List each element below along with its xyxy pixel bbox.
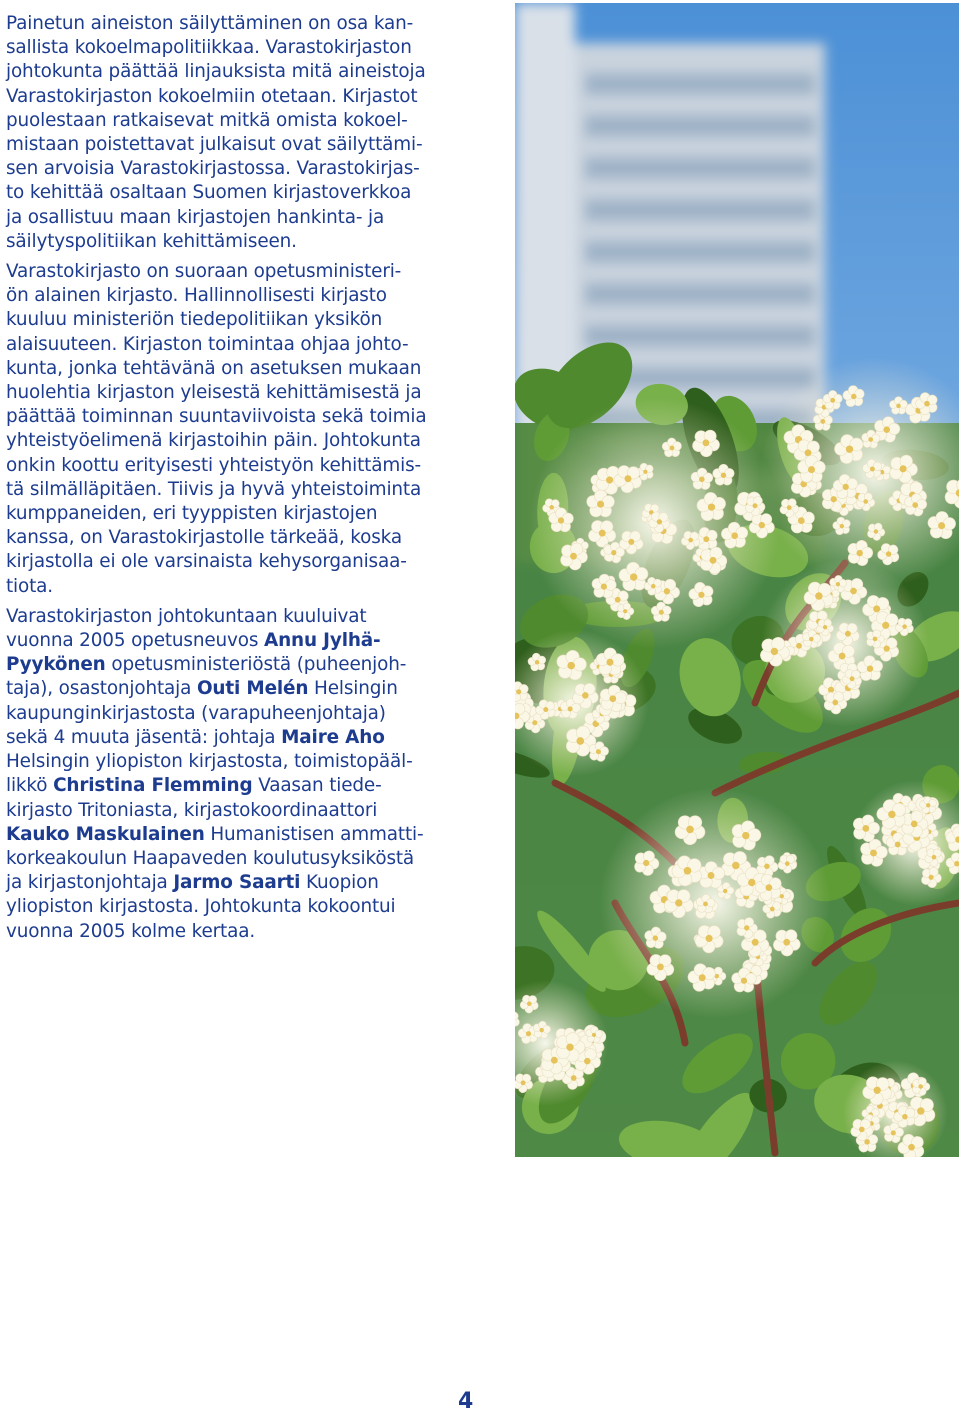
text-segment: Varastokirjaston kokoelmiin otetaan. Kirjastot (6, 85, 418, 107)
text-line (6, 774, 438, 798)
text-segment: Painetun aineiston säilyttäminen on osa kan- (6, 13, 414, 34)
paragraph (6, 260, 438, 599)
text-line (6, 284, 438, 308)
petal (576, 726, 590, 740)
building-window-row (585, 73, 815, 95)
text-line (6, 206, 438, 230)
petal (566, 1033, 579, 1046)
text-segment: kanssa, on Varastokirjastolle tärkeää, koska (6, 527, 402, 549)
text-segment: vuonna 2005 opetusneuvos (6, 630, 264, 652)
text-line (6, 726, 438, 750)
person-name: Annu Jylhä- (264, 630, 381, 652)
text-segment: onkin koottu erityisesti yhteistyön kehittämis- (6, 454, 421, 476)
text-line (6, 526, 438, 550)
text-segment: kaupunginkirjastosta (varapuheenjohtaja) (6, 702, 386, 724)
text-line (6, 230, 438, 254)
text-segment: to kehittää osaltaan Suomen kirjastoverkkoa (6, 182, 412, 204)
text-segment: sen arvoisia Varastokirjastossa. Varastokirjas- (6, 158, 420, 180)
page-number: 4 (458, 1389, 474, 1414)
text-segment: taja), osastonjohtaja (6, 678, 197, 700)
text-line (6, 133, 438, 157)
text-segment: ön alainen kirjasto. Hallinnollisesti kirjasto (6, 285, 387, 307)
text-line (6, 653, 438, 677)
text-segment: kirjastolla ei ole varsinaista kehysorganisaa- (6, 551, 407, 573)
flower-center (831, 496, 837, 502)
text-line (6, 157, 438, 181)
building-window-row (585, 325, 815, 347)
text-line (6, 308, 438, 332)
building-window-row (585, 157, 815, 179)
text-line (6, 677, 438, 701)
text-segment: Vaasan tiede- (252, 775, 382, 797)
text-line (6, 702, 438, 726)
text-segment: sallista kokoelmapolitiikkaa. Varastokirjaston (6, 37, 412, 59)
text-segment: päättää toiminnan suuntaviivoista sekä toimia (6, 406, 427, 428)
person-name: Maire Aho (281, 726, 385, 748)
text-segment: puolestaan ratkaisevat mitkä omista kokoel- (6, 109, 408, 131)
person-name: Outi Melén (196, 678, 309, 700)
text-segment: alaisuuteen. Kirjaston toimintaa ohjaa johto- (6, 333, 409, 355)
flower-center (566, 1043, 573, 1050)
building-window-row (585, 241, 815, 263)
text-line (6, 605, 438, 629)
text-line (6, 260, 438, 284)
text-segment: Humanistisen ammatti- (204, 823, 424, 845)
text-line (6, 799, 438, 823)
text-segment: kirjasto Tritoniasta, kirjastokoordinaattori (6, 799, 378, 821)
text-line (6, 823, 438, 847)
text-segment: kunta, jonka tehtävänä on asetuksen mukaan (6, 357, 422, 379)
text-segment: yliopiston kirjastosta. Johtokunta kokoontui (6, 896, 396, 918)
rowan-blossoms-photo (515, 3, 959, 1157)
text-line (6, 357, 438, 381)
text-line (6, 550, 438, 574)
photo-blossoms (515, 3, 959, 1157)
text-line (6, 60, 438, 84)
text-segment: ja kirjastonjohtaja (6, 872, 174, 894)
person-name: Jarmo Saarti (173, 872, 301, 894)
text-line (6, 333, 438, 357)
text-line (6, 36, 438, 60)
text-segment: korkeakoulun Haapaveden koulutusyksiköstä (6, 847, 415, 869)
text-line (6, 920, 438, 944)
text-line (6, 381, 438, 405)
text-line (6, 502, 438, 526)
text-line (6, 871, 438, 895)
petal (911, 811, 923, 823)
text-line (6, 109, 438, 133)
text-segment: tä silmälläpitäen. Tiivis ja hyvä yhteistoiminta (6, 478, 422, 500)
text-segment: Varastokirjasto on suoraan opetusministeri- (6, 261, 402, 283)
person-name: Pyykönen (6, 654, 106, 676)
text-segment: Helsingin yliopiston kirjastosta, toimistopääl- (6, 751, 413, 773)
text-segment: kuuluu ministeriön tiedepolitiikan yksikön (6, 309, 383, 331)
text-segment: vuonna 2005 kolme kertaa. (6, 920, 256, 942)
text-line (6, 895, 438, 919)
text-line (6, 429, 438, 453)
text-line (6, 85, 438, 109)
text-line (6, 181, 438, 205)
person-name: Christina Flemming (53, 775, 253, 797)
text-segment: säilytyspolitiikan kehittämiseen. (6, 230, 297, 252)
article-text (6, 12, 438, 944)
text-segment: mistaan poistettavat julkaisut ovat säilyttämi- (6, 134, 423, 156)
text-segment: Helsingin (308, 678, 398, 700)
text-line (6, 750, 438, 774)
paragraph (6, 605, 438, 944)
text-line (6, 405, 438, 429)
building-window-row (585, 283, 815, 305)
petal (918, 1078, 926, 1086)
text-segment: sekä 4 muuta jäsentä: johtaja (6, 726, 282, 748)
text-segment: likkö (6, 775, 54, 797)
text-segment: tiota. (6, 575, 53, 597)
text-segment: Varastokirjaston johtokuntaan kuuluivat (6, 605, 367, 627)
building-window-row (585, 115, 815, 137)
text-line (6, 454, 438, 478)
text-segment: opetusministeriöstä (puheenjoh- (105, 654, 407, 676)
text-line (6, 629, 438, 653)
text-segment: Kuopion (300, 872, 379, 894)
text-segment: huolehtia kirjaston yleisestä kehittämisestä ja (6, 382, 422, 404)
text-segment: ja osallistuu maan kirjastojen hankinta- ja (6, 206, 385, 228)
person-name: Kauko Maskulainen (6, 823, 205, 845)
building-window-row (585, 199, 815, 221)
paragraph (6, 12, 438, 254)
text-segment: johtokunta päättää linjauksista mitä aineistoja (6, 61, 426, 83)
petal (623, 603, 631, 611)
text-line (6, 575, 438, 599)
text-segment: yhteistyöelimenä kirjastoihin päin. Johtokunta (6, 430, 421, 452)
text-line (6, 12, 438, 36)
text-line (6, 847, 438, 871)
text-line (6, 478, 438, 502)
text-segment: kumppaneiden, eri tyyppisten kirjastojen (6, 503, 378, 525)
petal (873, 630, 881, 638)
